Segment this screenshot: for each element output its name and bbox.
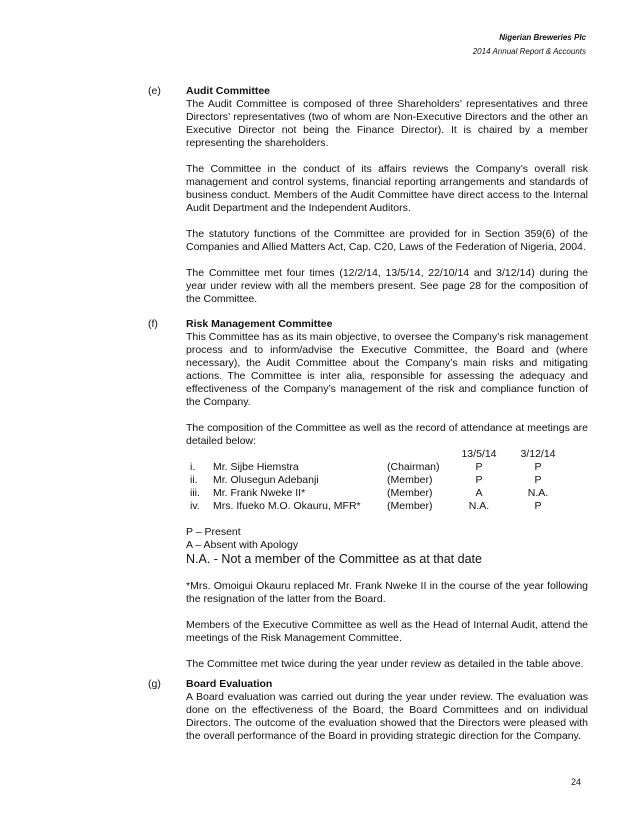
legend-absent: A – Absent with Apology [186,539,299,551]
row-index: iii. [190,487,200,499]
section-heading: Audit Committee [186,85,270,97]
section-body [186,318,588,684]
paragraph: The Audit Committee is composed of three Shareholders’ representatives and three Directors’ representatives (two of whom are Non-Executive Directors and the other an Executive Director not being the Finance Director). It is chaired by a member representing the shareholders. [186,98,588,149]
row-index: i. [190,461,196,473]
member-role: (Member) [387,474,433,486]
paragraph: The Committee in the conduct of its affairs reviews the Company’s overall risk management and control systems, financial reporting arrangements and standards of business conduct. Members of the Audit Committee have direct access to the Internal Audit Department and the Independent Auditors. [186,163,588,214]
member-name: Mrs. Ifueko M.O. Okauru, MFR* [213,500,361,512]
attendance-mark: N.A. [527,487,549,499]
attendance-row [186,487,588,500]
member-role: (Chairman) [387,461,440,473]
member-name: Mr. Frank Nweke II* [213,487,306,499]
attendance-mark: P [475,461,483,473]
attendance-header [186,448,588,461]
attendance-mark: P [475,474,483,486]
paragraph: The statutory functions of the Committee are provided for in Section 359(6) of the Companies and Allied Matters Act, Cap. C20, Laws of the Federation of Nigeria, 2004. [186,228,588,253]
paragraph: Members of the Executive Committee as well as the Head of Internal Audit, attend the meetings of the Risk Management Committee. [186,619,588,644]
paragraph: The Committee met four times (12/2/14, 13/5/14, 22/10/14 and 3/12/14) during the year under review with all the members present. See page 28 for the composition of the Committee. [186,267,588,305]
member-role: (Member) [387,500,433,512]
member-name: Mr. Olusegun Adebanji [213,474,319,486]
attendance-mark: N.A. [468,500,490,512]
section-letter: (f) [148,318,158,330]
header-company: Nigerian Breweries Plc [499,33,586,42]
member-name: Mr. Sijbe Hiemstra [213,461,299,473]
legend-present: P – Present [186,526,241,538]
attendance-row [186,474,588,487]
paragraph: The composition of the Committee as well as the record of attendance at meetings are detailed below: [186,422,588,447]
section-body [186,85,588,319]
paragraph: A Board evaluation was carried out during the year under review. The evaluation was done on the effectiveness of the Board, the Board Committees and on individual Directors. The outcome of the evaluation showed that the Directors were pleased with the overall performance of the Board in providing strategic direction for the Company. [186,691,588,742]
paragraph: *Mrs. Omoigui Okauru replaced Mr. Frank Nweke II in the course of the year following the resignation of the latter from the Board. [186,580,588,605]
attendance-mark: P [534,461,542,473]
section-heading: Board Evaluation [186,678,273,690]
section-letter: (g) [148,678,161,690]
attendance-date: 3/12/14 [520,448,556,460]
attendance-row [186,500,588,513]
attendance-mark: A [475,487,483,499]
header-report-title: 2014 Annual Report & Accounts [472,47,586,56]
row-index: iv. [190,500,200,512]
paragraph: This Committee has as its main objective, to oversee the Company’s risk management process and to inform/advise the Executive Committee, the Board and (where necessary), the Audit Committee about the Company’s main risks and mitigating actions. The Committee is inter alia, responsible for assessing the adequacy and effectiveness of the Company’s management of the risk and compliance function of the Company. [186,331,588,408]
attendance-date: 13/5/14 [461,448,497,460]
section-heading: Risk Management Committee [186,318,333,330]
attendance-row [186,461,588,474]
row-index: ii. [190,474,198,486]
member-role: (Member) [387,487,433,499]
paragraph: The Committee met twice during the year under review as detailed in the table above. [186,658,584,670]
attendance-mark: P [534,500,542,512]
legend-not-member: N.A. - Not a member of the Committee as at that date [186,552,482,566]
section-letter: (e) [148,85,161,97]
page-number: 24 [571,777,582,787]
attendance-mark: P [534,474,542,486]
section-body [186,678,588,756]
